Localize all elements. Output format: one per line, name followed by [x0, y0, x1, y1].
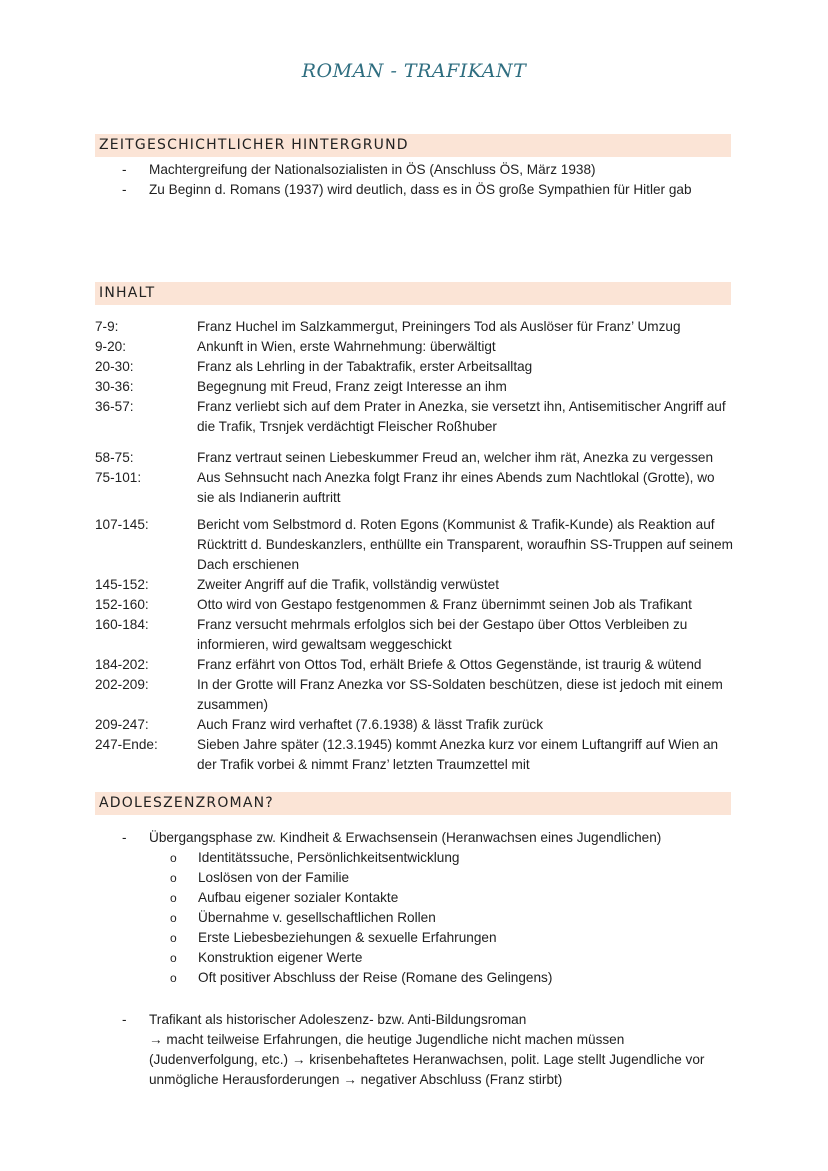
row-text: Franz als Lehrling in der Tabaktrafik, erster Arbeitsalltag — [197, 359, 533, 374]
table-row — [95, 575, 735, 595]
row-text: Franz erfährt von Ottos Tod, erhält Briefe & Ottos Gegenstände, ist traurig & wütend — [197, 657, 702, 672]
row-text: Franz Huchel im Salzkammergut, Preiningers Tod als Auslöser für Franz’ Umzug — [197, 319, 681, 334]
circle-bullet-icon: o — [170, 951, 177, 965]
sub-list-item — [170, 968, 735, 988]
list-item-text: krisenbehaftetes Heranwachsen, polit. Lage stellt Jugendliche vor unmögliche Herausforderungen — [149, 1052, 705, 1087]
section-heading-hintergrund: ZEITGESCHICHTLICHER HINTERGRUND — [95, 134, 731, 157]
sub-list — [170, 848, 735, 988]
row-text: In der Grotte will Franz Anezka vor SS-Soldaten beschützen, diese ist jedoch mit einem zusammen) — [197, 677, 723, 712]
sub-list-item — [170, 848, 735, 868]
page-range: 107-145: — [95, 517, 149, 532]
table-row — [95, 615, 735, 655]
table-row — [95, 675, 735, 715]
circle-bullet-icon: o — [170, 911, 177, 925]
list-item-text: Trafikant als historischer Adoleszenz- bzw. Anti-Bildungsroman — [149, 1012, 527, 1027]
circle-bullet-icon: o — [170, 971, 177, 985]
table-row — [95, 377, 735, 397]
list-item-text: Machtergreifung der Nationalsozialisten in ÖS (Anschluss ÖS, März 1938) — [149, 162, 596, 177]
row-text: Franz versucht mehrmals erfolglos sich bei der Gestapo über Ottos Verbleiben zu informieren, wird gewaltsam weggeschickt — [197, 617, 688, 652]
page-range: 30-36: — [95, 379, 134, 394]
circle-bullet-icon: o — [170, 931, 177, 945]
page-range: 9-20: — [95, 339, 126, 354]
list-item — [95, 160, 735, 180]
row-text: Begegnung mit Freud, Franz zeigt Interesse an ihm — [197, 379, 507, 394]
table-row — [95, 468, 735, 508]
row-text: Franz vertraut seinen Liebeskummer Freud an, welcher ihm rät, Anezka zu vergessen — [197, 450, 714, 465]
page-range: 247-Ende: — [95, 737, 158, 752]
sub-list-item — [170, 948, 735, 968]
arrow-right-icon: → — [343, 1072, 357, 1087]
row-text: Aus Sehnsucht nach Anezka folgt Franz ihr eines Abends zum Nachtlokal (Grotte), wo sie als Indianerin auftritt — [197, 470, 715, 505]
arrow-right-icon: → — [291, 1052, 306, 1067]
dash-bullet: - — [122, 162, 127, 177]
list-item-text: Zu Beginn d. Romans (1937) wird deutlich, dass es in ÖS große Sympathien für Hitler gab — [149, 182, 692, 197]
hintergrund-list — [95, 160, 735, 200]
sub-list-item — [170, 928, 735, 948]
sub-item-text: Übernahme v. gesellschaftlichen Rollen — [198, 910, 436, 925]
row-text: Zweiter Angriff auf die Trafik, vollständig verwüstet — [197, 577, 499, 592]
section-heading-inhalt: INHALT — [95, 282, 731, 305]
table-row — [95, 337, 735, 357]
page-range: 36-57: — [95, 399, 134, 414]
sub-list-item — [170, 908, 735, 928]
table-row — [95, 655, 735, 675]
sub-item-text: Oft positiver Abschluss der Reise (Romane des Gelingens) — [198, 970, 553, 985]
table-row — [95, 448, 735, 468]
page-range: 20-30: — [95, 359, 134, 374]
list-item-text: macht teilweise Erfahrungen, die heutige Jugendliche nicht machen müssen (Judenverfolgung, etc.) — [149, 1032, 625, 1067]
arrow-right-icon: → — [149, 1032, 163, 1047]
sub-item-text: Loslösen von der Familie — [198, 870, 350, 885]
sub-item-text: Konstruktion eigener Werte — [198, 950, 363, 965]
circle-bullet-icon: o — [170, 871, 177, 885]
table-row — [95, 715, 735, 735]
dash-bullet: - — [122, 1012, 127, 1027]
table-row — [95, 595, 735, 615]
list-item — [95, 180, 735, 200]
table-row — [95, 515, 735, 575]
page-range: 145-152: — [95, 577, 149, 592]
sub-list-item — [170, 868, 735, 888]
dash-bullet: - — [122, 182, 127, 197]
page-range: 202-209: — [95, 677, 149, 692]
section-heading-adoleszenz: ADOLESZENZROMAN? — [95, 792, 731, 815]
list-item — [95, 1010, 735, 1090]
list-item-text: negativer Abschluss (Franz stirbt) — [360, 1072, 563, 1087]
sub-list-item — [170, 888, 735, 908]
row-text: Auch Franz wird verhaftet (7.6.1938) & lässt Trafik zurück — [197, 717, 544, 732]
row-text: Ankunft in Wien, erste Wahrnehmung: überwältigt — [197, 339, 496, 354]
adoleszenz-list — [95, 828, 735, 1090]
page-range: 209-247: — [95, 717, 149, 732]
list-item — [95, 828, 735, 848]
circle-bullet-icon: o — [170, 891, 177, 905]
table-row — [95, 317, 735, 337]
row-text: Sieben Jahre später (12.3.1945) kommt Anezka kurz vor einem Luftangriff auf Wien an der Trafik vorbei & nimmt Franz’ letzten Traumzettel mit — [197, 737, 719, 772]
page-range: 7-9: — [95, 319, 119, 334]
row-text: Bericht vom Selbstmord d. Roten Egons (Kommunist & Trafik-Kunde) als Reaktion auf Rücktritt d. Bundeskanzlers, enthüllte ein Transparent, woraufhin SS-Truppen auf seinem Dach erschienen — [197, 517, 733, 572]
circle-bullet-icon: o — [170, 851, 177, 865]
row-text: Franz verliebt sich auf dem Prater in Anezka, sie versetzt ihn, Antisemitischer Angriff auf die Trafik, Trsnjek verdächtigt Fleischer Roßhuber — [197, 399, 726, 434]
page-range: 75-101: — [95, 470, 142, 485]
sub-item-text: Identitätssuche, Persönlichkeitsentwicklung — [198, 850, 460, 865]
table-row — [95, 735, 735, 775]
page-range: 160-184: — [95, 617, 149, 632]
sub-item-text: Erste Liebesbeziehungen & sexuelle Erfahrungen — [198, 930, 497, 945]
row-text: Otto wird von Gestapo festgenommen & Franz übernimmt seinen Job als Trafikant — [197, 597, 692, 612]
list-item-text: Übergangsphase zw. Kindheit & Erwachsensein (Heranwachsen eines Jugendlichen) — [149, 830, 662, 845]
table-row — [95, 397, 735, 437]
page-range: 184-202: — [95, 657, 149, 672]
sub-item-text: Aufbau eigener sozialer Kontakte — [198, 890, 399, 905]
dash-bullet: - — [122, 830, 127, 845]
table-row — [95, 357, 735, 377]
page-title: ROMAN - TRAFIKANT — [301, 60, 527, 82]
page-range: 58-75: — [95, 450, 134, 465]
inhalt-table — [95, 317, 735, 775]
page-range: 152-160: — [95, 597, 149, 612]
